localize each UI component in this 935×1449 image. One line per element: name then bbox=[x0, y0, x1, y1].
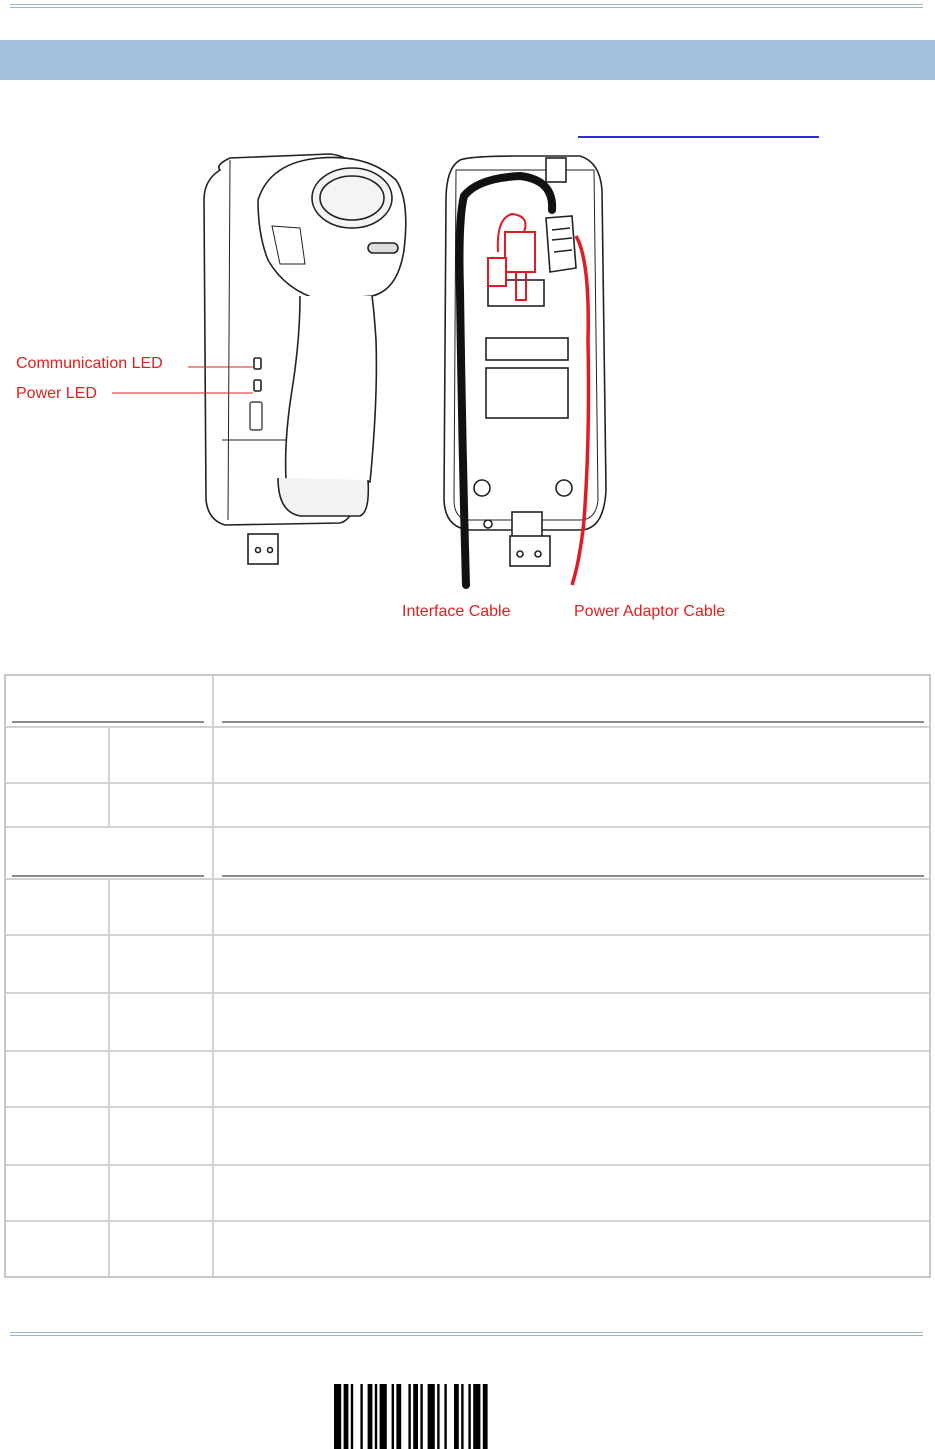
table-subheader-row bbox=[6, 828, 929, 880]
header-rule bbox=[10, 4, 923, 8]
table-row bbox=[6, 784, 929, 828]
communication-led-label: Communication LED bbox=[16, 355, 163, 372]
cradle-back-drawing bbox=[444, 156, 606, 566]
table-row bbox=[6, 880, 929, 936]
interface-cable-label: Interface Cable bbox=[402, 603, 511, 620]
power-adaptor-cable-label: Power Adaptor Cable bbox=[574, 603, 726, 620]
table-row bbox=[6, 994, 929, 1052]
table-header-row bbox=[6, 676, 929, 728]
section-heading-bar bbox=[0, 40, 935, 80]
table-row bbox=[6, 726, 929, 784]
table-row bbox=[6, 1108, 929, 1166]
cradle-illustration bbox=[0, 140, 935, 630]
barcode-image bbox=[334, 1384, 540, 1449]
table-row bbox=[6, 936, 929, 994]
table-row bbox=[6, 1166, 929, 1222]
hyperlink-underline[interactable] bbox=[578, 136, 819, 138]
footer-rule bbox=[10, 1332, 923, 1336]
table-row bbox=[6, 1052, 929, 1108]
cradle-front-drawing bbox=[204, 154, 406, 564]
cradle-figure bbox=[0, 140, 935, 630]
table-row bbox=[6, 1222, 929, 1276]
led-status-table bbox=[4, 674, 931, 1278]
power-led-label: Power LED bbox=[16, 385, 97, 402]
